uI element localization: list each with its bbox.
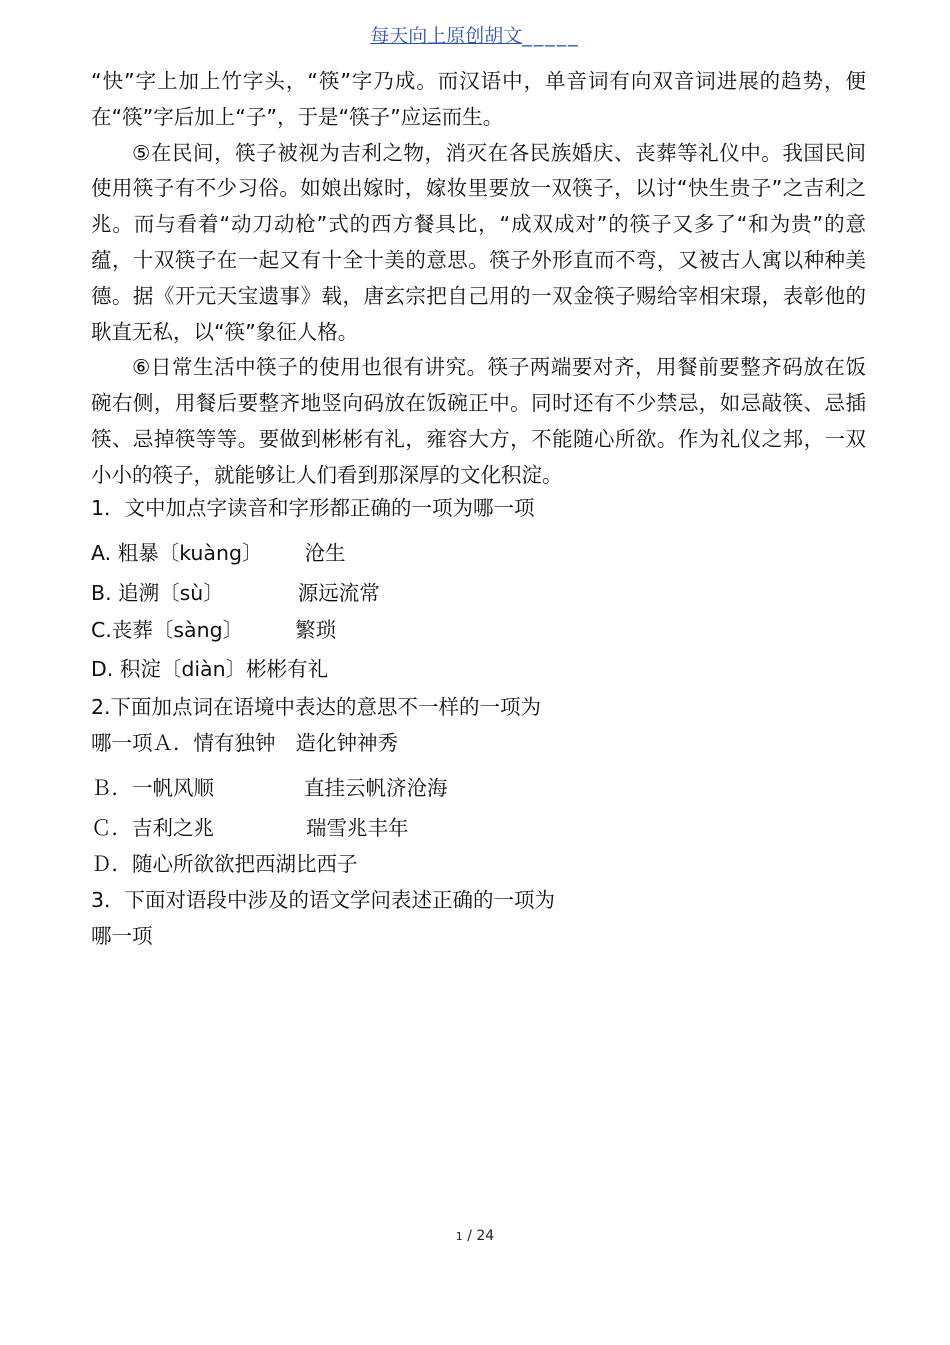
question-2-stem-line-2 <box>91 729 398 757</box>
passage-paragraph-5: ⑤在民间，筷子被视为吉利之物，消灭在各民族婚庆、丧葬等礼仪中。我国民间使用筷子有不少习俗。如娘出嫁时，嫁妆里要放一双筷子，以讨“快生贵子”之吉利之兆。而与看着“动刀动枪”式的西方餐具比，“成双成对”的筷子又多了“和为贵”的意蕴，十双筷子在一起又有十全十美的意思。筷子外形直而不弯，又被古人寓以种种美德。据《开元天宝遗事》载，唐玄宗把自己用的一双金筷子赐给宰相宋璟，表彰他的耿直无私，以“筷”象征人格。 <box>91 140 866 344</box>
question-1-option-a <box>91 539 346 567</box>
option-b-text: B. 追溯〔sù〕 <box>91 581 224 605</box>
page-separator: / <box>467 1228 472 1244</box>
option-d-text: D. 积淀〔diàn〕彬彬有礼 <box>91 657 329 681</box>
question-2-option-c <box>91 814 409 842</box>
passage <box>91 64 866 494</box>
question-3-stem-line-2: 哪一项 <box>91 924 153 948</box>
page-number <box>0 1228 950 1244</box>
q2-option-c-text: Ｃ．吉利之兆 <box>91 816 214 840</box>
question-1-option-b <box>91 579 380 607</box>
option-a-text: A. 粗暴〔kuàng〕 <box>91 541 263 565</box>
option-c-text: C.丧葬〔sàng〕 <box>91 618 244 642</box>
header-trailing-underline: _____ <box>522 25 580 47</box>
q2-option-b-text: Ｂ．一帆风顺 <box>91 776 214 800</box>
passage-paragraph-6: ⑥日常生活中筷子的使用也很有讲究。筷子两端要对齐，用餐前要整齐码放在饭碗右侧，用餐后要整齐地竖向码放在饭碗正中。同时还有不少禁忌，如忌敲筷、忌插筷、忌掉筷等等。要做到彬彬有礼，雍容大方，不能随心所欲。作为礼仪之邦，一双小小的筷子，就能够让人们看到那深厚的文化积淀。 <box>91 355 866 487</box>
question-2-option-a-word: 造化钟神秀 <box>295 731 398 755</box>
passage-paragraph-1: “快”字上加上竹字头，“筷”字乃成。而汉语中，单音词有向双音词进展的趋势，便在“筷”字后加上“子”，于是“筷子”应运而生。 <box>91 69 866 129</box>
question-3-stem-line-1: 3．下面对语段中涉及的语文学问表述正确的一项为 <box>91 888 556 912</box>
question-2-option-a-text: 哪一项Ａ．情有独钟 <box>91 731 276 755</box>
question-2-option-b <box>91 774 448 802</box>
question-2-stem-line-1: 2.下面加点词在语境中表达的意思不一样的一项为 <box>91 695 542 719</box>
header-title-link[interactable]: 每天向上原创胡文 <box>370 25 523 47</box>
option-a-word: 沧生 <box>304 541 346 565</box>
q2-option-c-word: 瑞雪兆丰年 <box>306 816 409 840</box>
question-1-option-c <box>91 616 336 644</box>
question-1-stem: 1．文中加点字读音和字形都正确的一项为哪一项 <box>91 496 535 520</box>
page-header <box>0 22 950 50</box>
question-2-option-d <box>91 850 358 878</box>
option-c-word: 繁琐 <box>295 618 337 642</box>
option-b-word: 源远流常 <box>297 581 380 605</box>
page-current: 1 <box>455 1230 463 1243</box>
q2-option-d-text: Ｄ．随心所欲欲把西湖比西子 <box>91 852 358 876</box>
question-1-option-d <box>91 655 328 683</box>
q2-option-b-word: 直挂云帆济沧海 <box>304 776 448 800</box>
page-total: 24 <box>476 1228 495 1244</box>
